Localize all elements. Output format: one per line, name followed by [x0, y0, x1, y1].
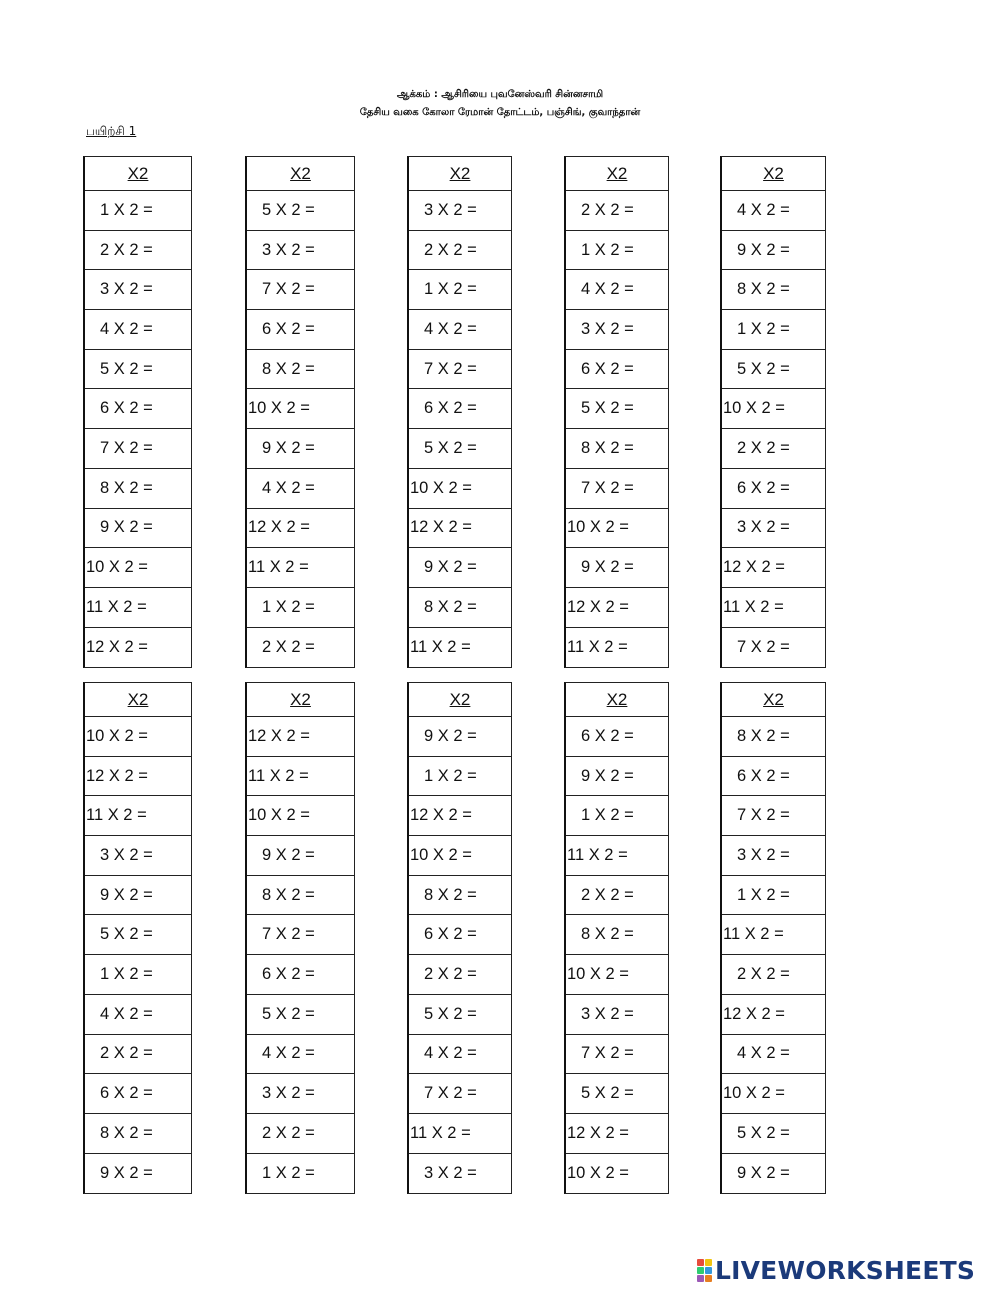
- table-header: X2: [566, 683, 668, 717]
- problem-text: 12 X 2 =: [86, 637, 148, 656]
- problem-row[interactable]: [247, 915, 354, 955]
- problem-row[interactable]: [85, 757, 191, 797]
- author-line: ஆக்கம் : ஆசிரியை புவனேஸ்வரி சின்னசாமி: [396, 89, 604, 100]
- problem-row[interactable]: [247, 1114, 354, 1154]
- problem-row[interactable]: [85, 628, 191, 668]
- problem-text: 3 X 2 =: [737, 845, 790, 864]
- problem-text: 6 X 2 =: [100, 1084, 153, 1103]
- problem-row[interactable]: [722, 955, 825, 995]
- problem-row[interactable]: [722, 231, 825, 271]
- problem-row[interactable]: [722, 548, 825, 588]
- problem-row[interactable]: [722, 717, 825, 757]
- problem-text: 10 X 2 =: [567, 964, 629, 983]
- problem-row[interactable]: [409, 350, 511, 390]
- problem-text: 8 X 2 =: [581, 438, 634, 457]
- problem-row[interactable]: [247, 270, 354, 310]
- problem-row[interactable]: [247, 796, 354, 836]
- problem-text: 6 X 2 =: [424, 399, 477, 418]
- problem-row[interactable]: [722, 588, 825, 628]
- school-line: தேசிய வகை கோலா ரேமான் தோட்டம், பஞ்சிங், குவாந்தான்: [359, 107, 641, 118]
- problem-row[interactable]: [566, 1074, 668, 1114]
- problem-text: 4 X 2 =: [262, 478, 315, 497]
- problem-text: 2 X 2 =: [262, 637, 315, 656]
- problem-text: 3 X 2 =: [424, 200, 477, 219]
- problem-row[interactable]: [247, 836, 354, 876]
- logo-block: [705, 1259, 712, 1266]
- problem-text: 5 X 2 =: [424, 438, 477, 457]
- times-table-top-5: [720, 156, 826, 668]
- problem-row[interactable]: [566, 628, 668, 668]
- problem-text: 1 X 2 =: [100, 964, 153, 983]
- problem-row[interactable]: [85, 270, 191, 310]
- problem-text: 1 X 2 =: [424, 280, 477, 299]
- problem-row[interactable]: [409, 628, 511, 668]
- problem-text: 4 X 2 =: [100, 319, 153, 338]
- problem-text: 6 X 2 =: [100, 399, 153, 418]
- problem-text: 9 X 2 =: [424, 558, 477, 577]
- problem-text: 6 X 2 =: [581, 359, 634, 378]
- problem-row[interactable]: [247, 717, 354, 757]
- problem-row[interactable]: [722, 915, 825, 955]
- problem-text: 8 X 2 =: [581, 925, 634, 944]
- problem-text: 8 X 2 =: [737, 726, 790, 745]
- problem-row[interactable]: [409, 429, 511, 469]
- problem-text: 6 X 2 =: [737, 766, 790, 785]
- problem-row[interactable]: [409, 1074, 511, 1114]
- problem-text: 2 X 2 =: [100, 1044, 153, 1063]
- problem-text: 7 X 2 =: [424, 359, 477, 378]
- problem-row[interactable]: [409, 955, 511, 995]
- table-header: X2: [409, 157, 511, 191]
- problem-row[interactable]: [85, 231, 191, 271]
- times-table-top-4: [564, 156, 669, 668]
- problem-row[interactable]: [722, 628, 825, 668]
- problem-row[interactable]: [247, 389, 354, 429]
- problem-text: 2 X 2 =: [581, 885, 634, 904]
- problem-row[interactable]: [566, 588, 668, 628]
- problem-text: 4 X 2 =: [737, 200, 790, 219]
- problem-text: 4 X 2 =: [581, 280, 634, 299]
- problem-text: 8 X 2 =: [262, 359, 315, 378]
- problem-row[interactable]: [409, 1114, 511, 1154]
- problem-text: 1 X 2 =: [581, 806, 634, 825]
- problem-text: 6 X 2 =: [262, 964, 315, 983]
- problem-row[interactable]: [85, 915, 191, 955]
- problem-text: 10 X 2 =: [723, 399, 785, 418]
- problem-text: 12 X 2 =: [567, 597, 629, 616]
- table-header: X2: [85, 683, 191, 717]
- table-header: X2: [247, 683, 354, 717]
- problem-text: 6 X 2 =: [424, 925, 477, 944]
- problem-text: 7 X 2 =: [581, 478, 634, 497]
- problem-row[interactable]: [409, 915, 511, 955]
- problem-text: 12 X 2 =: [86, 766, 148, 785]
- problem-row[interactable]: [409, 796, 511, 836]
- problem-text: 11 X 2 =: [410, 637, 471, 656]
- times-table-bottom-2: [245, 682, 355, 1194]
- exercise-label: பயிற்சி 1: [86, 124, 137, 138]
- problem-row[interactable]: [247, 469, 354, 509]
- problem-text: 8 X 2 =: [424, 885, 477, 904]
- problem-text: 9 X 2 =: [100, 885, 153, 904]
- problem-row[interactable]: [566, 955, 668, 995]
- table-header: X2: [722, 157, 825, 191]
- problem-text: 2 X 2 =: [737, 964, 790, 983]
- problem-text: 7 X 2 =: [262, 280, 315, 299]
- times-table-bottom-1: [83, 682, 192, 1194]
- problem-text: 2 X 2 =: [737, 438, 790, 457]
- brand-name: LIVEWORKSHEETS: [715, 1255, 976, 1285]
- logo-block: [697, 1267, 704, 1274]
- table-header: X2: [722, 683, 825, 717]
- problem-row[interactable]: [409, 548, 511, 588]
- problem-row[interactable]: [85, 1154, 191, 1194]
- problem-row[interactable]: [722, 389, 825, 429]
- problem-row[interactable]: [566, 1114, 668, 1154]
- problem-text: 2 X 2 =: [424, 240, 477, 259]
- problem-row[interactable]: [409, 231, 511, 271]
- problem-text: 11 X 2 =: [723, 925, 784, 944]
- times-table-bottom-4: [564, 682, 669, 1194]
- table-header: X2: [409, 683, 511, 717]
- problem-row[interactable]: [85, 350, 191, 390]
- problem-text: 2 X 2 =: [262, 1123, 315, 1142]
- problem-row[interactable]: [566, 1035, 668, 1075]
- problem-text: 9 X 2 =: [737, 240, 790, 259]
- problem-row[interactable]: [409, 717, 511, 757]
- problem-text: 8 X 2 =: [100, 478, 153, 497]
- problem-row[interactable]: [566, 270, 668, 310]
- problem-text: 8 X 2 =: [424, 597, 477, 616]
- problem-row[interactable]: [566, 1154, 668, 1194]
- problem-row[interactable]: [409, 509, 511, 549]
- logo-block: [697, 1259, 704, 1266]
- problem-row[interactable]: [247, 509, 354, 549]
- problem-text: 4 X 2 =: [100, 1004, 153, 1023]
- problem-text: 12 X 2 =: [723, 558, 785, 577]
- problem-row[interactable]: [409, 1154, 511, 1194]
- problem-text: 4 X 2 =: [424, 1044, 477, 1063]
- problem-text: 10 X 2 =: [86, 726, 148, 745]
- problem-row[interactable]: [247, 588, 354, 628]
- problem-text: 1 X 2 =: [737, 885, 790, 904]
- liveworksheets-logo: [697, 1255, 975, 1285]
- problem-row[interactable]: [722, 469, 825, 509]
- problem-row[interactable]: [85, 548, 191, 588]
- problem-row[interactable]: [722, 796, 825, 836]
- problem-text: 12 X 2 =: [723, 1004, 785, 1023]
- problem-text: 9 X 2 =: [262, 845, 315, 864]
- problem-row[interactable]: [247, 955, 354, 995]
- problem-text: 9 X 2 =: [262, 438, 315, 457]
- problem-text: 8 X 2 =: [100, 1123, 153, 1142]
- problem-text: 11 X 2 =: [410, 1123, 471, 1142]
- problem-text: 7 X 2 =: [737, 806, 790, 825]
- problem-text: 12 X 2 =: [410, 518, 472, 537]
- problem-row[interactable]: [247, 876, 354, 916]
- problem-row[interactable]: [566, 836, 668, 876]
- problem-row[interactable]: [566, 231, 668, 271]
- problem-text: 3 X 2 =: [581, 1004, 634, 1023]
- problem-row[interactable]: [722, 270, 825, 310]
- problem-row[interactable]: [247, 191, 354, 231]
- problem-text: 9 X 2 =: [100, 1163, 153, 1182]
- problem-row[interactable]: [722, 836, 825, 876]
- problem-text: 5 X 2 =: [737, 359, 790, 378]
- problem-text: 3 X 2 =: [100, 845, 153, 864]
- problem-row[interactable]: [85, 836, 191, 876]
- problem-row[interactable]: [566, 548, 668, 588]
- problem-text: 5 X 2 =: [100, 359, 153, 378]
- problem-row[interactable]: [409, 469, 511, 509]
- problem-text: 11 X 2 =: [248, 558, 309, 577]
- problem-text: 1 X 2 =: [581, 240, 634, 259]
- problem-text: 3 X 2 =: [424, 1163, 477, 1182]
- problem-text: 3 X 2 =: [737, 518, 790, 537]
- problem-row[interactable]: [722, 509, 825, 549]
- problem-text: 3 X 2 =: [262, 1084, 315, 1103]
- problem-text: 9 X 2 =: [737, 1163, 790, 1182]
- problem-row[interactable]: [85, 389, 191, 429]
- problem-row[interactable]: [722, 429, 825, 469]
- problem-text: 9 X 2 =: [100, 518, 153, 537]
- problem-text: 5 X 2 =: [262, 200, 315, 219]
- problem-row[interactable]: [409, 389, 511, 429]
- problem-text: 10 X 2 =: [723, 1084, 785, 1103]
- problem-row[interactable]: [409, 1035, 511, 1075]
- times-table-top-1: [83, 156, 192, 668]
- problem-text: 1 X 2 =: [424, 766, 477, 785]
- problem-row[interactable]: [247, 995, 354, 1035]
- problem-row[interactable]: [85, 1074, 191, 1114]
- problem-text: 6 X 2 =: [581, 726, 634, 745]
- problem-text: 9 X 2 =: [581, 558, 634, 577]
- problem-row[interactable]: [85, 995, 191, 1035]
- problem-row[interactable]: [247, 757, 354, 797]
- problem-row[interactable]: [566, 796, 668, 836]
- problem-text: 12 X 2 =: [248, 726, 310, 745]
- problem-text: 11 X 2 =: [723, 597, 784, 616]
- problem-row[interactable]: [566, 429, 668, 469]
- problem-text: 3 X 2 =: [581, 319, 634, 338]
- times-table-top-3: [407, 156, 512, 668]
- problem-text: 5 X 2 =: [262, 1004, 315, 1023]
- problem-text: 12 X 2 =: [410, 806, 472, 825]
- problem-text: 3 X 2 =: [262, 240, 315, 259]
- problem-text: 12 X 2 =: [567, 1123, 629, 1142]
- problem-row[interactable]: [85, 1035, 191, 1075]
- problem-text: 1 X 2 =: [737, 319, 790, 338]
- problem-row[interactable]: [85, 509, 191, 549]
- problem-text: 4 X 2 =: [737, 1044, 790, 1063]
- problem-row[interactable]: [722, 876, 825, 916]
- problem-text: 1 X 2 =: [100, 200, 153, 219]
- problem-text: 4 X 2 =: [424, 319, 477, 338]
- problem-row[interactable]: [566, 350, 668, 390]
- problem-text: 10 X 2 =: [248, 806, 310, 825]
- problem-text: 11 X 2 =: [86, 806, 147, 825]
- times-table-top-2: [245, 156, 355, 668]
- problem-row[interactable]: [85, 796, 191, 836]
- problem-row[interactable]: [722, 995, 825, 1035]
- problem-text: 5 X 2 =: [581, 1084, 634, 1103]
- times-table-bottom-5: [720, 682, 826, 1194]
- problem-row[interactable]: [566, 717, 668, 757]
- problem-row[interactable]: [85, 588, 191, 628]
- problem-row[interactable]: [566, 509, 668, 549]
- problem-row[interactable]: [85, 717, 191, 757]
- problem-text: 11 X 2 =: [567, 637, 628, 656]
- problem-text: 10 X 2 =: [567, 1163, 629, 1182]
- problem-row[interactable]: [247, 310, 354, 350]
- problem-text: 7 X 2 =: [581, 1044, 634, 1063]
- problem-row[interactable]: [566, 389, 668, 429]
- problem-row[interactable]: [722, 191, 825, 231]
- problem-row[interactable]: [722, 757, 825, 797]
- problem-text: 2 X 2 =: [424, 964, 477, 983]
- problem-text: 7 X 2 =: [424, 1084, 477, 1103]
- problem-row[interactable]: [409, 757, 511, 797]
- problem-text: 11 X 2 =: [86, 597, 147, 616]
- table-header: X2: [247, 157, 354, 191]
- problem-text: 10 X 2 =: [248, 399, 310, 418]
- problem-row[interactable]: [409, 876, 511, 916]
- problem-row[interactable]: [247, 1074, 354, 1114]
- problem-text: 8 X 2 =: [262, 885, 315, 904]
- problem-text: 11 X 2 =: [248, 766, 309, 785]
- problem-row[interactable]: [409, 270, 511, 310]
- problem-row[interactable]: [409, 191, 511, 231]
- problem-text: 10 X 2 =: [410, 845, 472, 864]
- problem-row[interactable]: [722, 1035, 825, 1075]
- problem-row[interactable]: [247, 231, 354, 271]
- problem-text: 5 X 2 =: [581, 399, 634, 418]
- problem-row[interactable]: [566, 469, 668, 509]
- problem-row[interactable]: [85, 310, 191, 350]
- problem-row[interactable]: [566, 310, 668, 350]
- problem-text: 4 X 2 =: [262, 1044, 315, 1063]
- problem-text: 7 X 2 =: [737, 637, 790, 656]
- problem-text: 2 X 2 =: [581, 200, 634, 219]
- problem-text: 6 X 2 =: [737, 478, 790, 497]
- problem-text: 7 X 2 =: [100, 438, 153, 457]
- problem-row[interactable]: [722, 1114, 825, 1154]
- problem-row[interactable]: [409, 995, 511, 1035]
- table-header: X2: [85, 157, 191, 191]
- problem-row[interactable]: [722, 310, 825, 350]
- problem-row[interactable]: [85, 429, 191, 469]
- problem-text: 10 X 2 =: [86, 558, 148, 577]
- problem-row[interactable]: [409, 836, 511, 876]
- problem-text: 1 X 2 =: [262, 1163, 315, 1182]
- problem-row[interactable]: [409, 310, 511, 350]
- problem-text: 8 X 2 =: [737, 280, 790, 299]
- problem-row[interactable]: [566, 191, 668, 231]
- problem-text: 5 X 2 =: [737, 1123, 790, 1142]
- logo-block: [705, 1275, 712, 1282]
- problem-text: 2 X 2 =: [100, 240, 153, 259]
- problem-row[interactable]: [85, 955, 191, 995]
- problem-row[interactable]: [85, 1114, 191, 1154]
- problem-text: 12 X 2 =: [248, 518, 310, 537]
- problem-row[interactable]: [566, 915, 668, 955]
- problem-text: 5 X 2 =: [100, 925, 153, 944]
- problem-text: 9 X 2 =: [424, 726, 477, 745]
- problem-text: 6 X 2 =: [262, 319, 315, 338]
- problem-row[interactable]: [566, 757, 668, 797]
- problem-text: 1 X 2 =: [262, 597, 315, 616]
- problem-row[interactable]: [247, 429, 354, 469]
- problem-row[interactable]: [566, 995, 668, 1035]
- problem-text: 10 X 2 =: [410, 478, 472, 497]
- problem-row[interactable]: [247, 548, 354, 588]
- problem-text: 10 X 2 =: [567, 518, 629, 537]
- problem-text: 5 X 2 =: [424, 1004, 477, 1023]
- problem-row[interactable]: [247, 628, 354, 668]
- logo-block: [697, 1275, 704, 1282]
- problem-text: 9 X 2 =: [581, 766, 634, 785]
- problem-text: 7 X 2 =: [262, 925, 315, 944]
- problem-row[interactable]: [247, 350, 354, 390]
- problem-text: 3 X 2 =: [100, 280, 153, 299]
- problem-row[interactable]: [85, 876, 191, 916]
- problem-row[interactable]: [722, 1074, 825, 1114]
- problem-row[interactable]: [85, 469, 191, 509]
- problem-row[interactable]: [85, 191, 191, 231]
- table-header: X2: [566, 157, 668, 191]
- problem-row[interactable]: [566, 876, 668, 916]
- problem-text: 11 X 2 =: [567, 845, 628, 864]
- logo-block: [705, 1267, 712, 1274]
- problem-row[interactable]: [247, 1035, 354, 1075]
- problem-row[interactable]: [722, 1154, 825, 1194]
- times-table-bottom-3: [407, 682, 512, 1194]
- logo-blocks-icon: [697, 1259, 712, 1282]
- problem-row[interactable]: [722, 350, 825, 390]
- problem-row[interactable]: [409, 588, 511, 628]
- problem-row[interactable]: [247, 1154, 354, 1194]
